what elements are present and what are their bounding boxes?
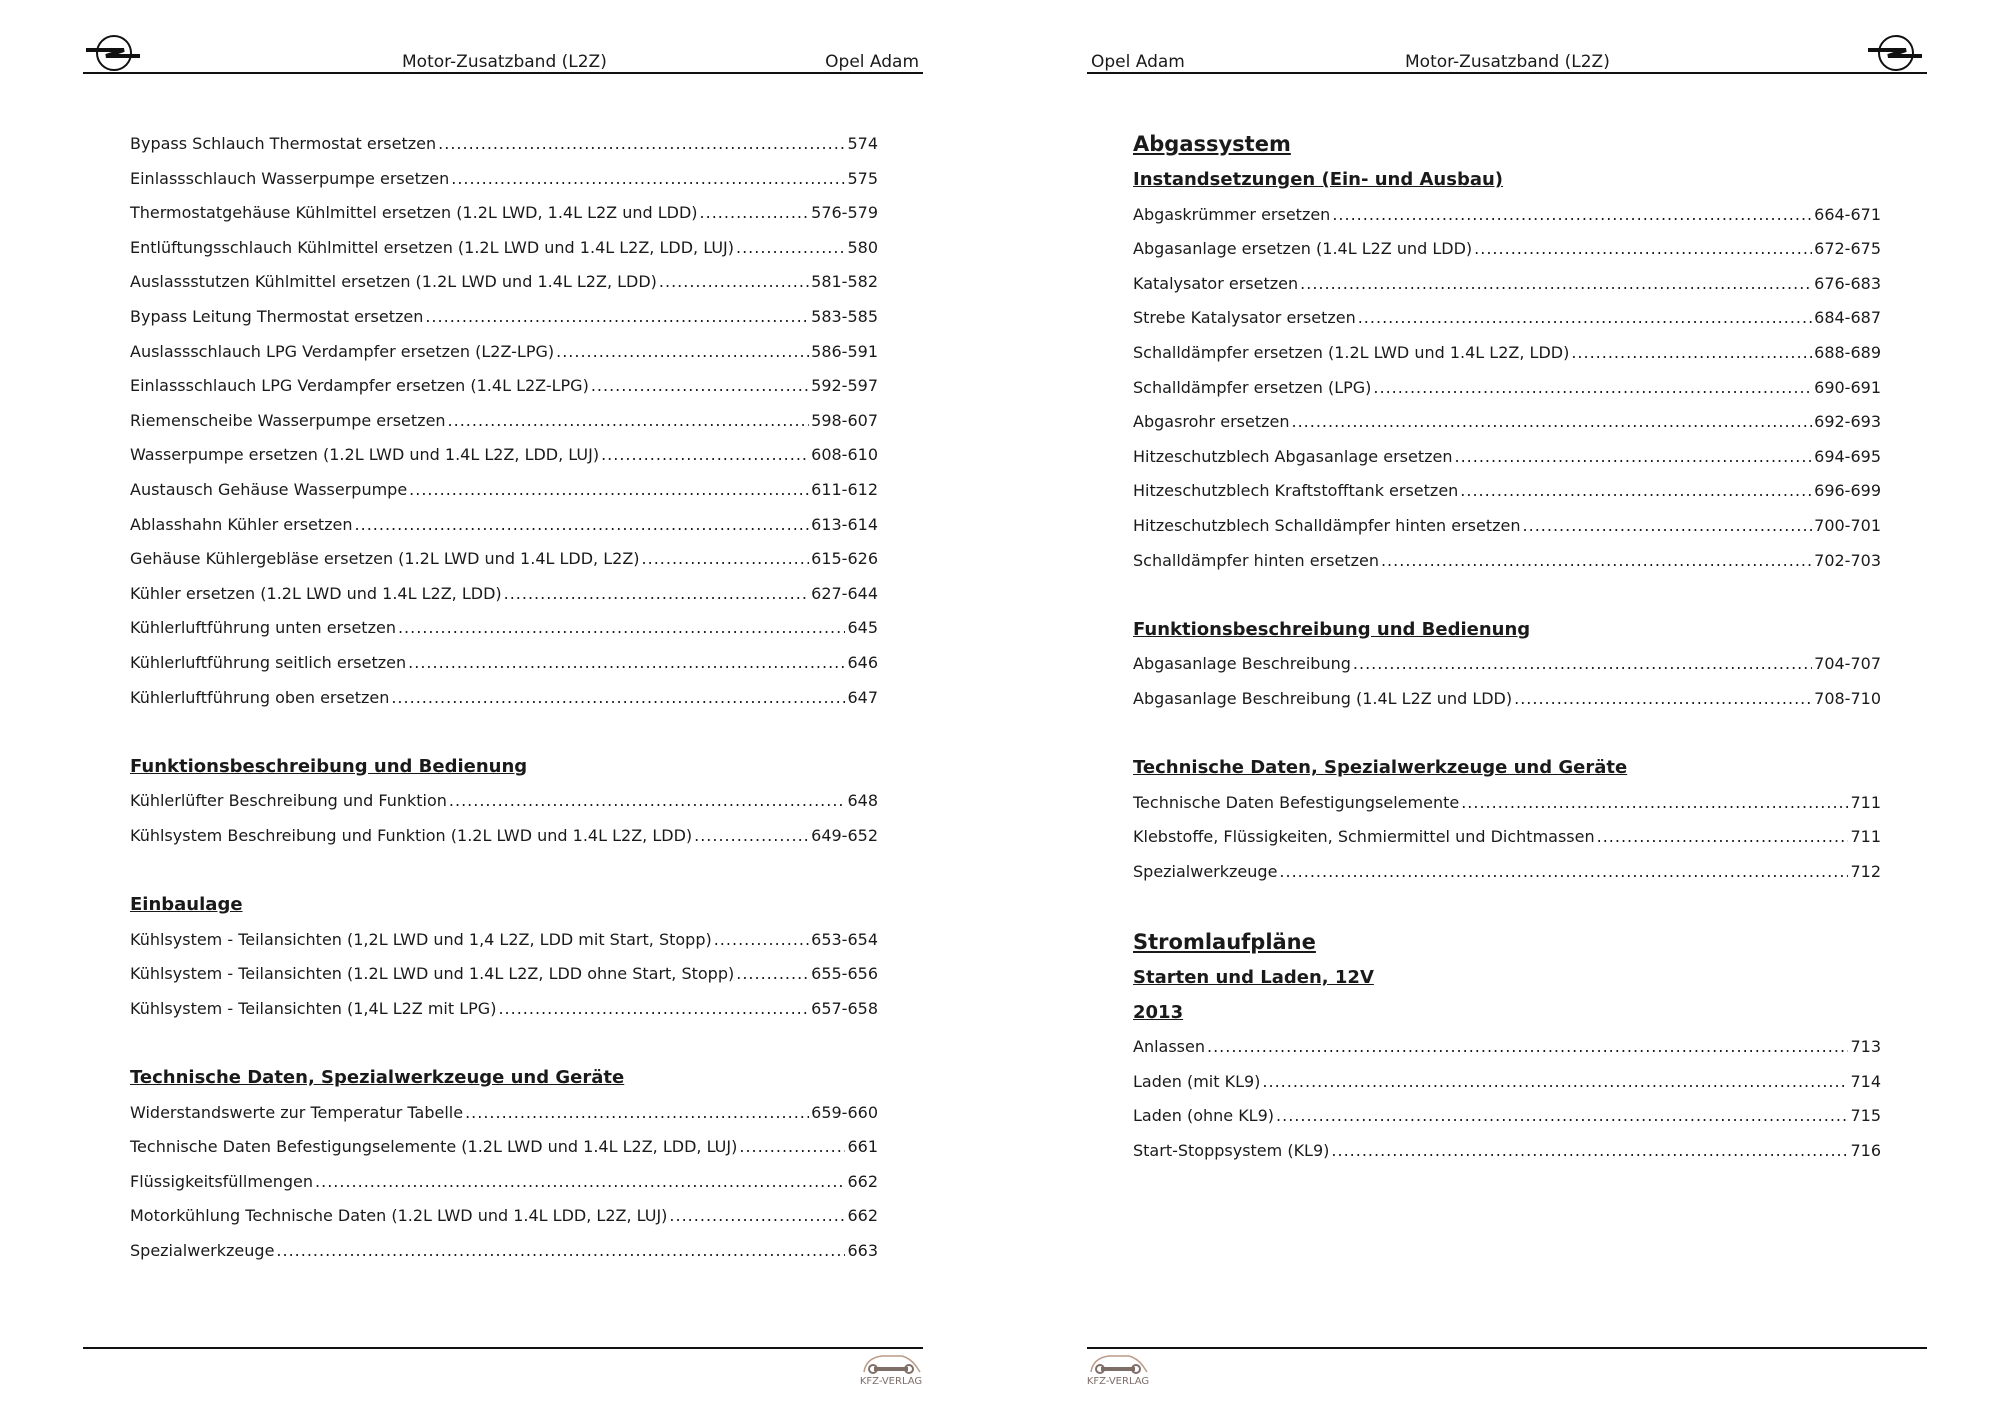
toc-entry-page: 684-687 bbox=[1814, 308, 1881, 328]
section-heading: Technische Daten, Spezialwerkzeuge und Geräte bbox=[130, 1067, 625, 1089]
dot-leader bbox=[465, 1096, 809, 1131]
section-heading: Technische Daten, Spezialwerkzeuge und Geräte bbox=[1133, 757, 1628, 779]
toc-entry bbox=[1133, 474, 1881, 509]
toc-entry-label: Laden (mit KL9) bbox=[1133, 1071, 1261, 1091]
toc-entry-page: 715 bbox=[1850, 1106, 1881, 1126]
toc-entry-label: Start-Stoppsystem (KL9) bbox=[1133, 1141, 1330, 1161]
toc-entry-page: 662 bbox=[847, 1206, 878, 1226]
toc-entry bbox=[130, 473, 878, 508]
toc-entry-page: 712 bbox=[1850, 861, 1881, 881]
toc-entry bbox=[130, 611, 878, 646]
toc-entry-label: Thermostatgehäuse Kühlmittel ersetzen (1.2L LWD, 1.4L L2Z und LDD) bbox=[130, 203, 698, 223]
toc-entry-label: Anlassen bbox=[1133, 1037, 1205, 1057]
dot-leader bbox=[669, 1199, 845, 1234]
toc-entry-page: 613-614 bbox=[811, 514, 878, 534]
dot-leader bbox=[1523, 509, 1813, 544]
toc-entry-page: 692-693 bbox=[1814, 412, 1881, 432]
toc-entry bbox=[1133, 336, 1881, 371]
toc-entry-page: 586-591 bbox=[811, 341, 878, 361]
toc-right-page bbox=[1133, 126, 1881, 1169]
toc-entry-page: 711 bbox=[1850, 792, 1881, 812]
toc-entry-label: Widerstandswerte zur Temperatur Tabelle bbox=[130, 1102, 464, 1122]
dot-leader bbox=[1207, 1030, 1848, 1065]
toc-entry-page: 661 bbox=[847, 1137, 878, 1157]
toc-entry-label: Schalldämpfer hinten ersetzen bbox=[1133, 550, 1379, 570]
toc-entry bbox=[1133, 682, 1881, 717]
section-heading: Instandsetzungen (Ein- und Ausbau) bbox=[1133, 169, 1504, 190]
dot-leader bbox=[642, 542, 810, 577]
opel-logo-icon bbox=[84, 34, 142, 72]
header-model: Opel Adam bbox=[1091, 52, 1185, 72]
toc-entry-label: Einlassschlauch LPG Verdampfer ersetzen (1.4L L2Z-LPG) bbox=[130, 376, 589, 396]
toc-entry bbox=[130, 1165, 878, 1200]
header-divider bbox=[1087, 72, 1927, 74]
dot-leader bbox=[451, 162, 845, 197]
toc-entry-label: Austausch Gehäuse Wasserpumpe bbox=[130, 479, 408, 499]
header-divider bbox=[83, 72, 923, 74]
toc-entry-label: Hitzeschutzblech Schalldämpfer hinten ersetzen bbox=[1133, 515, 1521, 535]
toc-entry bbox=[1133, 405, 1881, 440]
toc-entry-label: Flüssigkeitsfüllmengen bbox=[130, 1171, 314, 1191]
toc-entry-label: Katalysator ersetzen bbox=[1133, 273, 1299, 293]
toc-entry-page: 627-644 bbox=[811, 583, 878, 603]
dot-leader bbox=[276, 1234, 845, 1269]
dot-leader bbox=[1300, 267, 1812, 302]
spacer bbox=[130, 715, 878, 750]
kfz-verlag-logo-icon bbox=[1085, 1350, 1151, 1392]
toc-entry-label: Kühlsystem - Teilansichten (1,4L L2Z mit LPG) bbox=[130, 998, 497, 1018]
toc-entry bbox=[1133, 1099, 1881, 1134]
toc-entry-page: 583-585 bbox=[811, 306, 878, 326]
toc-entry-label: Auslassstutzen Kühlmittel ersetzen (1.2L LWD und 1.4L L2Z, LDD) bbox=[130, 272, 657, 292]
toc-entry bbox=[130, 923, 878, 958]
dot-leader bbox=[1474, 232, 1812, 267]
dot-leader bbox=[1358, 301, 1812, 336]
dot-leader bbox=[1291, 405, 1812, 440]
toc-entry-label: Kühlerluftführung oben ersetzen bbox=[130, 687, 390, 707]
spacer bbox=[1133, 889, 1881, 924]
dot-leader bbox=[448, 404, 810, 439]
toc-entry-page: 580 bbox=[847, 237, 878, 257]
footer-divider bbox=[83, 1347, 923, 1349]
toc-entry-label: Kühlerlüfter Beschreibung und Funktion bbox=[130, 791, 447, 811]
dot-leader bbox=[1332, 198, 1812, 233]
toc-entry-label: Technische Daten Befestigungselemente bbox=[1133, 792, 1460, 812]
toc-entry bbox=[130, 127, 878, 162]
dot-leader bbox=[408, 646, 845, 681]
toc-entry-page: 592-597 bbox=[811, 376, 878, 396]
toc-entry bbox=[1133, 198, 1881, 233]
svg-text:KFZ-VERLAG: KFZ-VERLAG bbox=[1086, 1376, 1150, 1387]
chapter-title: Abgassystem bbox=[1133, 132, 1291, 156]
toc-entry-label: Riemenscheibe Wasserpumpe ersetzen bbox=[130, 410, 446, 430]
toc-entry-label: Wasserpumpe ersetzen (1.2L LWD und 1.4L L2Z, LDD, LUJ) bbox=[130, 445, 600, 465]
dot-leader bbox=[409, 473, 809, 508]
dot-leader bbox=[398, 611, 846, 646]
toc-entry bbox=[1133, 267, 1881, 302]
toc-entry bbox=[130, 957, 878, 992]
header-title: Motor-Zusatzband (L2Z) bbox=[402, 52, 607, 72]
toc-entry-page: 704-707 bbox=[1814, 654, 1881, 674]
toc-entry-label: Technische Daten Befestigungselemente (1.2L LWD und 1.4L L2Z, LDD, LUJ) bbox=[130, 1137, 738, 1157]
toc-entry-label: Bypass Schlauch Thermostat ersetzen bbox=[130, 134, 437, 153]
toc-entry-page: 694-695 bbox=[1814, 446, 1881, 466]
svg-text:KFZ-VERLAG: KFZ-VERLAG bbox=[859, 1376, 923, 1387]
dot-leader bbox=[1514, 682, 1812, 717]
dot-leader bbox=[659, 265, 809, 300]
toc-entry bbox=[130, 231, 878, 266]
toc-entry-label: Kühlsystem - Teilansichten (1.2L LWD und 1.4L L2Z, LDD ohne Start, Stopp) bbox=[130, 964, 735, 984]
toc-entry-label: Hitzeschutzblech Abgasanlage ersetzen bbox=[1133, 446, 1453, 466]
toc-entry-page: 574 bbox=[847, 134, 878, 153]
section-heading: Einbaulage bbox=[130, 894, 243, 916]
toc-entry-page: 649-652 bbox=[811, 825, 878, 845]
toc-entry bbox=[130, 438, 878, 473]
toc-entry bbox=[130, 404, 878, 439]
toc-entry-label: Hitzeschutzblech Kraftstofftank ersetzen bbox=[1133, 481, 1459, 501]
dot-leader bbox=[1331, 1134, 1848, 1169]
toc-entry-page: 672-675 bbox=[1814, 239, 1881, 259]
toc-entry bbox=[130, 1199, 878, 1234]
dot-leader bbox=[556, 335, 809, 370]
toc-entry bbox=[130, 784, 878, 819]
dot-leader bbox=[1353, 647, 1812, 682]
dot-leader bbox=[504, 577, 810, 612]
dot-leader bbox=[739, 1130, 845, 1165]
toc-entry-label: Abgasrohr ersetzen bbox=[1133, 412, 1290, 432]
toc-entry-page: 655-656 bbox=[811, 964, 878, 984]
dot-leader bbox=[736, 231, 845, 266]
toc-entry bbox=[1133, 509, 1881, 544]
toc-entry-label: Abgasanlage Beschreibung (1.4L L2Z und LDD) bbox=[1133, 688, 1513, 708]
toc-entry bbox=[130, 300, 878, 335]
header-model: Opel Adam bbox=[825, 52, 919, 72]
toc-entry-page: 615-626 bbox=[811, 549, 878, 569]
toc-entry-label: Schalldämpfer ersetzen (1.2L LWD und 1.4L L2Z, LDD) bbox=[1133, 342, 1570, 362]
dot-leader bbox=[438, 127, 845, 162]
dot-leader bbox=[1276, 1099, 1848, 1134]
dot-leader bbox=[700, 196, 810, 231]
toc-entry-label: Abgasanlage ersetzen (1.4L L2Z und LDD) bbox=[1133, 239, 1473, 259]
toc-entry-label: Schalldämpfer ersetzen (LPG) bbox=[1133, 377, 1372, 397]
toc-entry bbox=[130, 681, 878, 716]
toc-entry-page: 690-691 bbox=[1814, 377, 1881, 397]
toc-entry bbox=[1133, 440, 1881, 475]
toc-entry bbox=[130, 646, 878, 681]
dot-leader bbox=[498, 992, 809, 1027]
toc-entry-label: Laden (ohne KL9) bbox=[1133, 1106, 1275, 1126]
dot-leader bbox=[315, 1165, 845, 1200]
toc-entry-label: Kühlerluftführung unten ersetzen bbox=[130, 618, 396, 638]
toc-entry-label: Gehäuse Kühlergebläse ersetzen (1.2L LWD und 1.4L LDD, L2Z) bbox=[130, 549, 640, 569]
dot-leader bbox=[694, 819, 809, 854]
toc-entry-label: Strebe Katalysator ersetzen bbox=[1133, 308, 1356, 328]
dot-leader bbox=[601, 438, 809, 473]
toc-entry-label: Auslassschlauch LPG Verdampfer ersetzen (L2Z-LPG) bbox=[130, 341, 555, 361]
toc-entry bbox=[130, 542, 878, 577]
toc-entry-page: 608-610 bbox=[811, 445, 878, 465]
dot-leader bbox=[1279, 855, 1848, 890]
toc-entry bbox=[130, 819, 878, 854]
dot-leader bbox=[1461, 786, 1848, 821]
toc-entry bbox=[1133, 855, 1881, 890]
toc-entry-label: Klebstoffe, Flüssigkeiten, Schmiermittel und Dichtmassen bbox=[1133, 827, 1595, 847]
toc-entry-label: Abgaskrümmer ersetzen bbox=[1133, 204, 1331, 224]
toc-entry bbox=[1133, 301, 1881, 336]
toc-entry-label: Ablasshahn Kühler ersetzen bbox=[130, 514, 353, 534]
toc-entry-page: 657-658 bbox=[811, 998, 878, 1018]
toc-entry bbox=[1133, 1065, 1881, 1100]
dot-leader bbox=[1381, 544, 1812, 579]
toc-entry-page: 645 bbox=[847, 618, 878, 638]
toc-entry bbox=[130, 369, 878, 404]
footer-divider bbox=[1087, 1347, 1927, 1349]
toc-entry bbox=[130, 265, 878, 300]
toc-entry-page: 664-671 bbox=[1814, 204, 1881, 224]
toc-entry-page: 676-683 bbox=[1814, 273, 1881, 293]
toc-entry-page: 702-703 bbox=[1814, 550, 1881, 570]
toc-entry bbox=[130, 1234, 878, 1269]
toc-entry-page: 581-582 bbox=[811, 272, 878, 292]
opel-logo-icon bbox=[1866, 34, 1924, 72]
chapter-title: Stromlaufpläne bbox=[1133, 930, 1316, 955]
toc-entry bbox=[1133, 232, 1881, 267]
toc-entry bbox=[1133, 647, 1881, 682]
toc-entry-label: Kühlerluftführung seitlich ersetzen bbox=[130, 652, 407, 672]
toc-entry-page: 646 bbox=[847, 652, 878, 672]
toc-entry-page: 662 bbox=[847, 1171, 878, 1191]
toc-entry bbox=[1133, 1134, 1881, 1169]
section-heading: Starten und Laden, 12V bbox=[1133, 967, 1374, 989]
toc-entry-label: Kühler ersetzen (1.2L LWD und 1.4L L2Z, LDD) bbox=[130, 583, 502, 603]
toc-entry bbox=[1133, 544, 1881, 579]
toc-entry-page: 648 bbox=[847, 791, 878, 811]
toc-entry-page: 659-660 bbox=[811, 1102, 878, 1122]
toc-entry bbox=[130, 1130, 878, 1165]
toc-entry-label: Spezialwerkzeuge bbox=[130, 1241, 275, 1260]
toc-entry bbox=[130, 335, 878, 370]
section-heading: Funktionsbeschreibung und Bedienung bbox=[1133, 618, 1531, 640]
dot-leader bbox=[736, 957, 809, 992]
toc-entry-page: 688-689 bbox=[1814, 342, 1881, 362]
toc-entry bbox=[130, 1096, 878, 1131]
dot-leader bbox=[1571, 336, 1812, 371]
toc-entry bbox=[1133, 786, 1881, 821]
toc-entry-page: 653-654 bbox=[811, 929, 878, 949]
dot-leader bbox=[1597, 820, 1849, 855]
toc-entry-page: 708-710 bbox=[1814, 688, 1881, 708]
dot-leader bbox=[1454, 440, 1812, 475]
dot-leader bbox=[714, 923, 809, 958]
toc-entry-page: 575 bbox=[847, 168, 878, 188]
toc-entry bbox=[130, 162, 878, 197]
toc-entry-page: 663 bbox=[847, 1241, 878, 1260]
toc-entry-label: Spezialwerkzeuge bbox=[1133, 861, 1278, 881]
dot-leader bbox=[1460, 474, 1812, 509]
toc-entry-page: 711 bbox=[1850, 827, 1881, 847]
spacer bbox=[1133, 717, 1881, 752]
toc-entry-label: Entlüftungsschlauch Kühlmittel ersetzen (1.2L LWD und 1.4L L2Z, LDD, LUJ) bbox=[130, 237, 734, 257]
toc-entry-label: Kühlsystem - Teilansichten (1,2L LWD und 1,4 L2Z, LDD mit Start, Stopp) bbox=[130, 929, 712, 949]
toc-left-page bbox=[130, 127, 878, 1269]
section-heading: 2013 bbox=[1133, 1001, 1184, 1023]
spacer bbox=[130, 1026, 878, 1061]
toc-entry bbox=[1133, 1030, 1881, 1065]
dot-leader bbox=[449, 784, 846, 819]
dot-leader bbox=[425, 300, 809, 335]
dot-leader bbox=[1373, 371, 1812, 406]
toc-entry-label: Einlassschlauch Wasserpumpe ersetzen bbox=[130, 168, 450, 188]
dot-leader bbox=[355, 508, 810, 543]
toc-entry bbox=[1133, 820, 1881, 855]
toc-entry-label: Motorkühlung Technische Daten (1.2L LWD und 1.4L LDD, L2Z, LUJ) bbox=[130, 1206, 668, 1226]
toc-entry-page: 647 bbox=[847, 687, 878, 707]
toc-entry bbox=[130, 196, 878, 231]
dot-leader bbox=[591, 369, 809, 404]
toc-entry-label: Bypass Leitung Thermostat ersetzen bbox=[130, 306, 424, 326]
toc-entry-page: 611-612 bbox=[811, 479, 878, 499]
kfz-verlag-logo-icon bbox=[858, 1350, 924, 1392]
toc-entry-label: Kühlsystem Beschreibung und Funktion (1.2L LWD und 1.4L L2Z, LDD) bbox=[130, 825, 693, 845]
toc-entry-page: 696-699 bbox=[1814, 481, 1881, 501]
spacer bbox=[130, 853, 878, 888]
section-heading: Funktionsbeschreibung und Bedienung bbox=[130, 755, 528, 777]
toc-entry-page: 714 bbox=[1850, 1071, 1881, 1091]
toc-entry-label: Abgasanlage Beschreibung bbox=[1133, 654, 1351, 674]
toc-entry bbox=[130, 577, 878, 612]
toc-entry-page: 700-701 bbox=[1814, 515, 1881, 535]
toc-entry-page: 576-579 bbox=[811, 203, 878, 223]
dot-leader bbox=[1262, 1065, 1848, 1100]
toc-entry bbox=[130, 508, 878, 543]
dot-leader bbox=[391, 681, 845, 716]
header-title: Motor-Zusatzband (L2Z) bbox=[1405, 52, 1610, 72]
toc-entry-page: 598-607 bbox=[811, 410, 878, 430]
toc-entry-page: 713 bbox=[1850, 1037, 1881, 1057]
toc-entry-page: 716 bbox=[1850, 1141, 1881, 1161]
toc-entry bbox=[1133, 371, 1881, 406]
spacer bbox=[1133, 578, 1881, 613]
toc-entry bbox=[130, 992, 878, 1027]
